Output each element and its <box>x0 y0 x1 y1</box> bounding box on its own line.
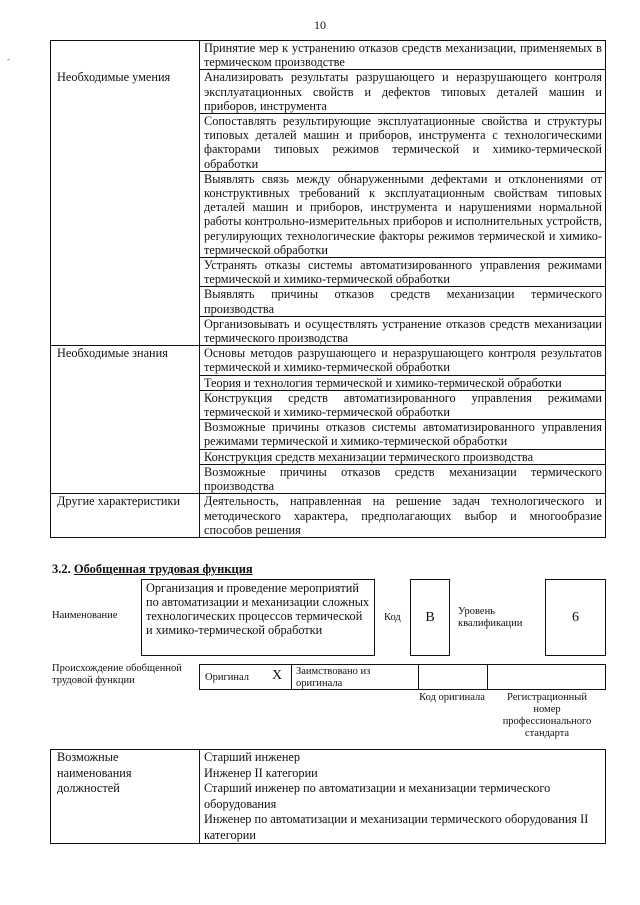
table-row <box>51 316 606 345</box>
section-title: Обобщенная трудовая функция <box>73 562 253 576</box>
row-text: Выявлять связь между обнаруженными дефектами и отклонениями от конструктивных требований к эксплуатационным свойствам типовых деталей машин и приборов, инструмента и нарушениями нормальной работы контрольно-измерительных приборов и исполнительных устройств, регулирующих технологические факторы режимов термической и химико-термической обработки <box>200 171 606 257</box>
row-text: Организовывать и осуществлять устранение отказов средств механизации термического производства <box>200 316 606 345</box>
section-heading <box>52 562 253 577</box>
row-text: Возможные причины отказов системы автоматизированного управления режимами термической и химико-термической обработки <box>200 420 606 449</box>
row-label <box>51 316 200 345</box>
row-label <box>51 258 200 287</box>
row-text: Деятельность, направленная на решение задач технологического и методического характера, предполагающих выбор и многообразие способов решения <box>200 494 606 538</box>
table-row <box>51 171 606 257</box>
position-item: Старший инженер по автоматизации и механизации термического оборудования <box>200 781 606 812</box>
divider <box>291 665 292 689</box>
row-text: Принятие мер к устранению отказов средств механизации, применяемых в термическом производстве <box>200 41 606 70</box>
row-label <box>51 287 200 316</box>
table-row <box>51 258 606 287</box>
reg-caption: Регистрационный номер профессионального стандарта <box>502 692 592 739</box>
row-label <box>51 41 200 70</box>
row-label <box>51 375 200 390</box>
table-row <box>51 390 606 419</box>
original-mark: X <box>272 668 283 683</box>
position-item: Старший инженер <box>200 750 606 766</box>
table-row <box>51 464 606 493</box>
table-row <box>51 70 606 114</box>
position-item: Инженер по автоматизации и механизации термического оборудования II категории <box>200 812 606 844</box>
table-row <box>51 494 606 538</box>
level-value: 6 <box>572 609 579 625</box>
page-number: 10 <box>314 18 326 32</box>
row-text: Теория и технология термической и химико-термической обработки <box>200 375 606 390</box>
row-text: Анализировать результаты разрушающего и неразрушающего контроля эксплуатационных свойств и дефектов типовых деталей машин и приборов, инструмента <box>200 70 606 114</box>
table-row <box>51 420 606 449</box>
row-label <box>51 171 200 257</box>
skills-table <box>50 40 606 538</box>
table-row <box>51 41 606 70</box>
function-name-box: Организация и проведение мероприятий по автоматизации и механизации сложных технологических процессов термической и химико-термической обработки <box>141 579 375 656</box>
row-label <box>51 464 200 493</box>
row-label: Необходимые умения <box>51 70 200 114</box>
table-row <box>51 346 606 375</box>
row-text: Основы методов разрушающего и неразрушающего контроля результатов термической и химико-термической обработки <box>200 346 606 375</box>
row-text: Возможные причины отказов средств механизации термического производства <box>200 464 606 493</box>
row-text: Выявлять причины отказов средств механизации термического производства <box>200 287 606 316</box>
row-label: Необходимые знания <box>51 346 200 375</box>
borrowed-label: Заимствовано из оригинала <box>296 666 371 689</box>
code-caption: Код оригинала <box>419 692 485 703</box>
code-value: B <box>425 609 435 625</box>
section-number: 3.2. <box>52 562 71 576</box>
positions-table <box>50 749 606 844</box>
margin-mark: ‑ <box>7 54 10 64</box>
divider <box>487 665 488 689</box>
divider <box>418 665 419 689</box>
table-row <box>51 449 606 464</box>
original-label: Оригинал <box>205 672 249 683</box>
row-text: Сопоставлять результирующие эксплуатационные свойства и структуры типовых деталей машин и приборов, инструмента с технологическими факторами типовых режимов термической и химико-термической обработки <box>200 114 606 172</box>
row-label <box>51 390 200 419</box>
row-label <box>51 114 200 172</box>
position-item: Инженер II категории <box>200 766 606 782</box>
row-text: Конструкция средств автоматизированного управления режимами термической и химико-термической обработки <box>200 390 606 419</box>
row-label <box>51 420 200 449</box>
table-row <box>51 750 606 766</box>
row-text: Конструкция средств механизации термического производства <box>200 449 606 464</box>
table-row <box>51 375 606 390</box>
level-box <box>545 579 606 656</box>
name-label: Наименование <box>52 610 118 621</box>
origin-label: Происхождение обобщенной трудовой функции <box>52 663 182 686</box>
positions-label: Возможные наименования должностей <box>51 750 200 844</box>
row-label <box>51 449 200 464</box>
row-label: Другие характеристики <box>51 494 200 538</box>
table-row <box>51 287 606 316</box>
table-row <box>51 114 606 172</box>
level-label: Уровень квалификации <box>458 606 523 629</box>
row-text: Устранять отказы системы автоматизированного управления режимами термической и химико-термической обработки <box>200 258 606 287</box>
code-box <box>410 579 450 656</box>
code-label: Код <box>384 612 401 623</box>
origin-row <box>199 664 606 690</box>
